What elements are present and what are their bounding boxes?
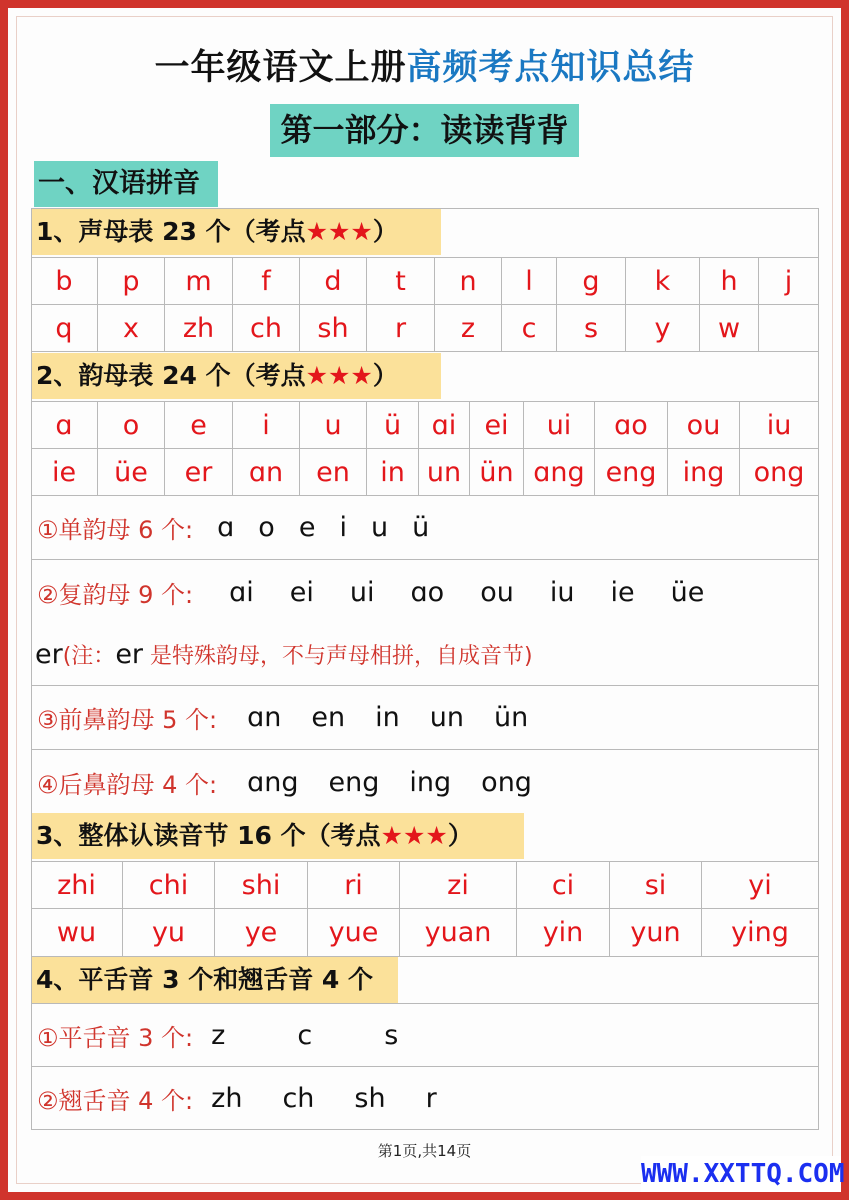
pinyin-cell: ɑi: [419, 402, 470, 449]
pinyin-item: zh: [211, 1083, 243, 1114]
watermark: WWW.XXTTQ.COM: [641, 1156, 841, 1192]
pinyin-item: üe: [670, 576, 705, 608]
pinyin-cell: z: [435, 305, 502, 352]
pinyin-cell: yun: [610, 909, 702, 957]
pinyin-cell: chi: [123, 862, 215, 909]
pinyin-cell: n: [435, 258, 502, 305]
pinyin-cell: ye: [215, 909, 308, 957]
pinyin-cell: sh: [300, 305, 367, 352]
pinyin-item: ou: [480, 576, 514, 608]
pinyin-item: ɑi: [229, 576, 254, 608]
compound-finals-items: [193, 577, 704, 608]
pinyin-cell: ɑ: [31, 402, 98, 449]
pinyin-cell: f: [233, 258, 300, 305]
pinyin-cell: zi: [400, 862, 517, 909]
flat-tongue-items: [193, 1020, 398, 1051]
pinyin-cell: ɑng: [524, 449, 595, 496]
note-er: er: [115, 639, 144, 671]
back-nasal-row: [31, 750, 819, 814]
pinyin-cell: ong: [740, 449, 819, 496]
pinyin-cell: ui: [524, 402, 595, 449]
pinyin-item: eng: [328, 766, 380, 798]
pinyin-cell: b: [31, 258, 98, 305]
pinyin-cell: g: [557, 258, 626, 305]
pinyin-cell: t: [367, 258, 435, 305]
pinyin-cell: o: [98, 402, 165, 449]
retroflex-items: [193, 1083, 437, 1114]
pinyin-item: ong: [481, 766, 532, 798]
initials-heading-text: 1、声母表 23 个（考点: [36, 217, 306, 246]
pinyin-item: ɑo: [410, 576, 445, 608]
pinyin-item: un: [429, 702, 464, 733]
title-part1: 一年级语文上册: [154, 48, 407, 88]
pinyin-item: ü: [412, 512, 430, 543]
er-note: [63, 639, 533, 670]
pinyin-item: ɑng: [247, 766, 299, 798]
pinyin-cell: c: [502, 305, 557, 352]
stars: ★★★: [380, 821, 448, 850]
flat-retroflex-heading: 4、平舌音 3 个和翘舌音 4 个: [32, 957, 398, 1003]
pinyin-cell: ou: [668, 402, 740, 449]
front-nasal-row: [31, 686, 819, 750]
pinyin-item: in: [375, 702, 400, 733]
pinyin-cell: yuan: [400, 909, 517, 957]
pinyin-cell: ie: [31, 449, 98, 496]
pinyin-item: o: [258, 512, 275, 543]
whole-syllables-heading: [32, 813, 524, 859]
pinyin-item: z: [211, 1019, 226, 1051]
pinyin-cell: er: [165, 449, 233, 496]
page-title: [0, 40, 849, 90]
heading-close: ）: [447, 821, 473, 850]
pinyin-cell: yu: [123, 909, 215, 957]
pinyin-cell: x: [98, 305, 165, 352]
section-heading: 一、汉语拼音: [34, 161, 218, 207]
pinyin-cell: h: [700, 258, 759, 305]
pinyin-cell: e: [165, 402, 233, 449]
pinyin-cell: üe: [98, 449, 165, 496]
pinyin-item: ch: [282, 1083, 315, 1114]
pinyin-item: ɑn: [247, 702, 282, 733]
whole-syllables-table: [31, 861, 819, 957]
pinyin-cell: yue: [308, 909, 400, 957]
pinyin-cell: [759, 305, 819, 352]
pinyin-cell: w: [700, 305, 759, 352]
pinyin-cell: j: [759, 258, 819, 305]
pinyin-cell: s: [557, 305, 626, 352]
initials-table: [31, 257, 819, 352]
pinyin-cell: q: [31, 305, 98, 352]
pinyin-cell: un: [419, 449, 470, 496]
compound-finals-label: ②复韵母 9 个:: [37, 580, 194, 609]
pinyin-cell: shi: [215, 862, 308, 909]
pinyin-item: s: [384, 1019, 399, 1051]
pinyin-item: ing: [409, 766, 452, 798]
pinyin-cell: p: [98, 258, 165, 305]
pinyin-cell: ei: [470, 402, 524, 449]
back-nasal-items: [217, 767, 532, 798]
er-final: er: [35, 639, 63, 671]
note-open: (注：: [62, 644, 116, 670]
pinyin-item: i: [339, 512, 347, 543]
back-nasal-label: ④后鼻韵母 4 个:: [37, 770, 218, 799]
pinyin-cell: y: [626, 305, 700, 352]
pinyin-item: ɑ: [217, 512, 235, 543]
pinyin-item: c: [297, 1019, 313, 1051]
retroflex-row: [31, 1067, 819, 1130]
page-footer: 第1页,共14页: [377, 1142, 472, 1160]
pinyin-cell: ch: [233, 305, 300, 352]
stars: ★★★: [305, 217, 373, 246]
title-part2: 高频考点知识总结: [406, 48, 695, 88]
pinyin-cell: i: [233, 402, 300, 449]
single-finals-row: [31, 496, 819, 560]
pinyin-cell: iu: [740, 402, 819, 449]
front-nasal-label: ③前鼻韵母 5 个:: [37, 706, 218, 734]
pinyin-cell: yi: [702, 862, 819, 909]
pinyin-item: en: [311, 702, 346, 733]
pinyin-cell: ün: [470, 449, 524, 496]
pinyin-item: ei: [289, 576, 314, 608]
pinyin-cell: si: [610, 862, 702, 909]
pinyin-cell: d: [300, 258, 367, 305]
pinyin-cell: ci: [517, 862, 610, 909]
pinyin-item: ui: [349, 576, 375, 608]
part-heading: 第一部分：读读背背: [270, 104, 579, 157]
pinyin-cell: wu: [31, 909, 123, 957]
pinyin-item: sh: [354, 1083, 386, 1114]
front-nasal-items: [217, 702, 528, 733]
flat-tongue-label: ①平舌音 3 个:: [37, 1023, 194, 1052]
pinyin-cell: en: [300, 449, 367, 496]
flat-tongue-row: [31, 1003, 819, 1067]
pinyin-cell: m: [165, 258, 233, 305]
heading-close: ）: [372, 361, 398, 390]
pinyin-cell: ying: [702, 909, 819, 957]
pinyin-item: ie: [610, 576, 635, 608]
pinyin-item: e: [298, 512, 316, 543]
pinyin-cell: zhi: [31, 862, 123, 909]
finals-table: [31, 401, 819, 496]
pinyin-cell: in: [367, 449, 419, 496]
pinyin-cell: zh: [165, 305, 233, 352]
pinyin-cell: yin: [517, 909, 610, 957]
pinyin-cell: ɑo: [595, 402, 668, 449]
pinyin-cell: l: [502, 258, 557, 305]
pinyin-item: ün: [494, 702, 529, 733]
finals-heading-text: 2、韵母表 24 个（考点: [36, 361, 306, 390]
pinyin-cell: ri: [308, 862, 400, 909]
pinyin-item: r: [425, 1083, 437, 1114]
pinyin-cell: ü: [367, 402, 419, 449]
pinyin-cell: k: [626, 258, 700, 305]
whole-syllables-heading-text: 3、整体认读音节 16 个（考点: [36, 821, 381, 850]
retroflex-label: ②翘舌音 4 个:: [37, 1087, 194, 1115]
pinyin-item: iu: [549, 576, 575, 608]
pinyin-cell: eng: [595, 449, 668, 496]
pinyin-cell: u: [300, 402, 367, 449]
initials-heading: [32, 209, 441, 255]
single-finals-items: [193, 512, 429, 543]
single-finals-label: ①单韵母 6 个:: [37, 516, 194, 544]
heading-close: ）: [372, 217, 398, 246]
pinyin-cell: r: [367, 305, 435, 352]
pinyin-cell: ing: [668, 449, 740, 496]
pinyin-cell: ɑn: [233, 449, 300, 496]
stars: ★★★: [305, 361, 373, 390]
compound-finals-row: [31, 560, 819, 686]
pinyin-item: u: [370, 512, 389, 543]
note-rest: 是特殊韵母，不与声母相拼，自成音节): [150, 644, 533, 670]
finals-heading: [32, 353, 441, 399]
